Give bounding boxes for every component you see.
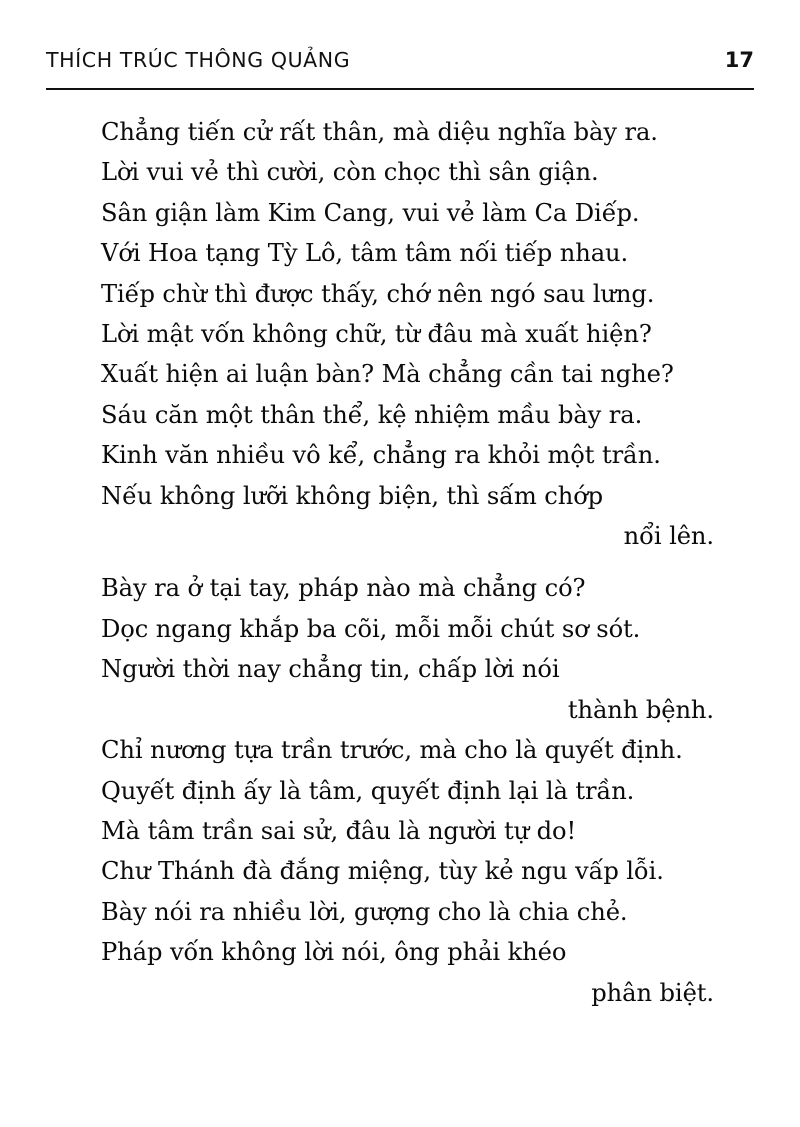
header-divider — [46, 88, 754, 90]
poem-line: Sáu căn một thân thể, kệ nhiệm mầu bày ra. — [101, 400, 643, 429]
poem-line: nổi lên. — [623, 522, 714, 551]
poem-line: Dọc ngang khắp ba cõi, mỗi mỗi chút sơ sót. — [101, 614, 641, 643]
stanza-gap — [46, 556, 758, 568]
page-header — [46, 48, 754, 72]
poem-line: Người thời nay chẳng tin, chấp lời nói — [101, 655, 560, 684]
poem-line: Chẳng tiến cử rất thân, mà diệu nghĩa bày ra. — [101, 118, 658, 146]
poem-line: Chư Thánh đà đắng miệng, tùy kẻ ngu vấp lỗi. — [101, 857, 664, 886]
poem-line: Tiếp chừ thì được thấy, chớ nên ngó sau lưng. — [101, 279, 655, 308]
poem-line: Với Hoa tạng Tỳ Lô, tâm tâm nối tiếp nhau. — [101, 239, 629, 268]
poem-line: thành bệnh. — [567, 695, 714, 724]
header-title: THÍCH TRÚC THÔNG QUẢNG — [46, 48, 351, 72]
poem-line: phân biệt. — [591, 978, 714, 1007]
poem-line: Bày ra ở tại tay, pháp nào mà chẳng có? — [101, 574, 586, 603]
poem-line: Sân giận làm Kim Cang, vui vẻ làm Ca Diếp. — [101, 198, 640, 227]
poem-line: Nếu không lưỡi không biện, thì sấm chớp — [101, 481, 604, 510]
page-number: 17 — [724, 48, 754, 72]
poem-line: Lời mật vốn không chữ, từ đâu mà xuất hiện? — [101, 320, 652, 349]
poem-line: Xuất hiện ai luận bàn? Mà chẳng cần tai nghe? — [101, 360, 674, 389]
poem-line: Quyết định ấy là tâm, quyết định lại là trần. — [101, 776, 635, 805]
poem-line: Pháp vốn không lời nói, ông phải khéo — [101, 938, 567, 967]
poem-line: Kinh văn nhiều vô kể, chẳng ra khỏi một trần. — [101, 441, 661, 470]
poem-line: Mà tâm trần sai sử, đâu là người tự do! — [101, 816, 577, 845]
poem-line: Lời vui vẻ thì cười, còn chọc thì sân giận. — [101, 158, 599, 187]
poem-line: Chỉ nương tựa trần trước, mà cho là quyết định. — [101, 736, 683, 765]
poem-line: Bày nói ra nhiều lời, gượng cho là chia chẻ. — [101, 897, 628, 926]
poem-body — [46, 112, 758, 1013]
